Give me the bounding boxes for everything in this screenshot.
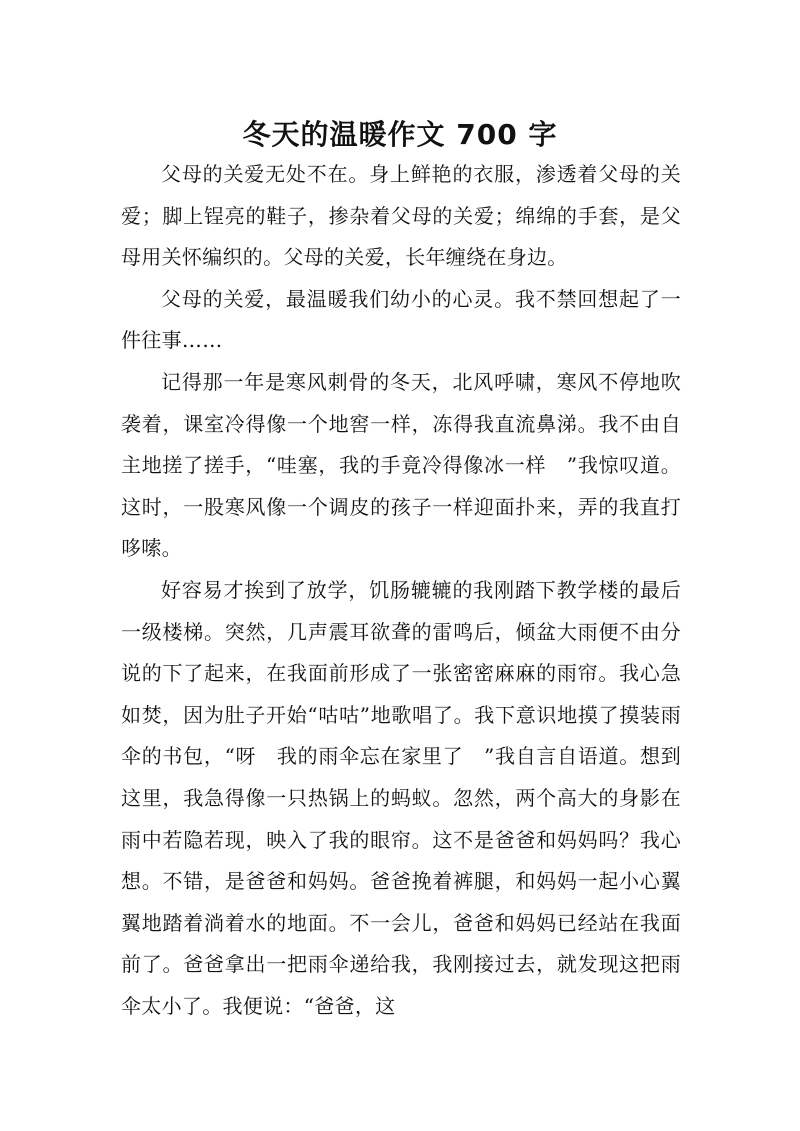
- document-title: 冬天的温暖作文 700 字: [242, 117, 558, 151]
- paragraph-3: 记得那一年是寒风刺骨的冬天，北风呼啸，寒风不停地吹袭着，课室冷得像一个地窖一样，冻得我直流鼻涕。我不由自主地搓了搓手，“哇塞，我的手竟冷得像冰一样 ”我惊叹道。这时，一股寒风像一个调皮的孩子一样迎面扑来，弄的我直打哆嗦。: [121, 369, 681, 561]
- paragraph-2: 父母的关爱，最温暖我们幼小的心灵。我不禁回想起了一件往事……: [121, 286, 681, 353]
- paragraph-4: 好容易才挨到了放学，饥肠辘辘的我刚踏下教学楼的最后一级楼梯。突然，几声震耳欲聋的雷鸣后，倾盆大雨便不由分说的下了起来，在我面前形成了一张密密麻麻的雨帘。我心急如焚，因为肚子开始“咕咕”地歌唱了。我下意识地摸了摸装雨伞的书包，“呀 我的雨伞忘在家里了 ”我自言自语道。想到这里，我急得像一只热锅上的蚂蚁。忽然，两个高大的身影在雨中若隐若现，映入了我的眼帘。这不是爸爸和妈妈吗？我心想。不错，是爸爸和妈妈。爸爸挽着裤腿，和妈妈一起小心翼翼地踏着淌着水的地面。不一会儿，爸爸和妈妈已经站在我面前了。爸爸拿出一把雨伞递给我，我刚接过去，就发现这把雨伞太小了。我便说：“爸爸，这: [121, 577, 681, 1018]
- essay-body: [121, 154, 681, 1027]
- paragraph-1: 父母的关爱无处不在。身上鲜艳的衣服，渗透着父母的关爱；脚上锃亮的鞋子，掺杂着父母的关爱；绵绵的手套，是父母用关怀编织的。父母的关爱，长年缠绕在身边。: [121, 162, 681, 270]
